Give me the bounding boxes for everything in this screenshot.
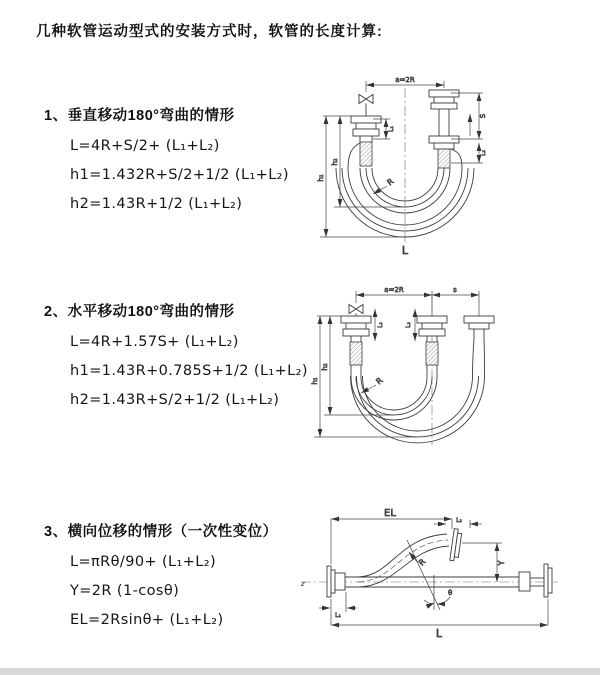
valve-icon — [359, 95, 373, 117]
dim-label-l: L — [401, 244, 409, 257]
diagram-lateral-displacement — [298, 503, 598, 648]
displaced-flange — [450, 529, 462, 562]
page-title: 几种软管运动型式的安装方式时，软管的长度计算: — [36, 24, 383, 40]
section-2-heading: 2、水平移动180°弯曲的情形 — [44, 304, 235, 320]
hose-geometry — [327, 529, 552, 610]
dim-label-l1: L₁ — [377, 322, 384, 328]
section-2 — [44, 300, 308, 421]
dimension-lines — [311, 286, 479, 437]
braided-sleeve-middle — [426, 342, 438, 365]
dim-label-l1: L₁ — [388, 126, 395, 132]
dimension-lines — [319, 508, 548, 640]
dim-label-el: EL — [384, 508, 396, 519]
braided-sleeve-left — [350, 342, 362, 365]
section-3-formula-EL: EL=2Rsinθ+ (L₁+L₂) — [70, 612, 224, 628]
valve-icon — [349, 305, 363, 317]
dim-label-theta: θ — [448, 589, 453, 597]
dim-label-h1: h₁ — [311, 377, 319, 385]
section-2-formula-L: L=4R+1.57S+ (L₁+L₂) — [70, 334, 239, 350]
section-3-formula-Y: Y=2R (1-cosθ) — [70, 583, 180, 599]
dim-label-l2: L₂ — [480, 150, 487, 156]
dim-label-l: L — [435, 627, 443, 640]
section-2-formula-h1: h1=1.43R+0.785S+1/2 (L₁+L₂) — [70, 363, 308, 379]
section-1-formula-h1: h1=1.432R+S/2+1/2 (L₁+L₂) — [70, 167, 289, 183]
centerline-mark: z — [301, 580, 305, 588]
section-1 — [44, 104, 289, 225]
dim-label-a2r: a=2R — [395, 76, 415, 84]
braided-sleeve-right — [438, 149, 450, 168]
hose-geometry — [341, 305, 494, 443]
dim-label-s: S — [479, 113, 487, 119]
dim-label-s: s — [453, 286, 457, 294]
dim-label-h2: h₂ — [331, 158, 339, 166]
dim-label-l1: L₁ — [335, 612, 341, 619]
diagram-vertical-180-bend — [303, 70, 593, 265]
dim-label-r: R — [374, 375, 385, 387]
section-3-heading: 3、横向位移的情形（一次性变位） — [44, 524, 278, 540]
diagram-horizontal-180-bend — [303, 283, 598, 468]
braided-sleeve-left — [360, 142, 372, 166]
section-3 — [44, 520, 278, 641]
dim-label-y: Y — [497, 560, 506, 566]
dim-label-l2: L₂ — [405, 322, 412, 328]
dim-label-r: R — [417, 557, 428, 568]
dim-label-r: R — [385, 176, 396, 188]
dim-label-l2: L₂ — [456, 517, 462, 524]
section-1-formula-L: L=4R+S/2+ (L₁+L₂) — [70, 138, 220, 154]
section-2-formula-h2: h2=1.43R+S/2+1/2 (L₁+L₂) — [70, 392, 280, 408]
section-1-formula-h2: h2=1.43R+1/2 (L₁+L₂) — [70, 196, 243, 212]
dimension-lines — [317, 76, 487, 257]
page-bottom-border — [0, 668, 600, 675]
dim-label-h1: h₁ — [317, 174, 325, 182]
dim-label-a2r: a=2R — [384, 286, 404, 294]
section-1-heading: 1、垂直移动180°弯曲的情形 — [44, 108, 235, 124]
dim-label-h2: h₂ — [321, 363, 329, 371]
section-3-formula-L: L=πRθ/90+ (L₁+L₂) — [70, 554, 217, 570]
